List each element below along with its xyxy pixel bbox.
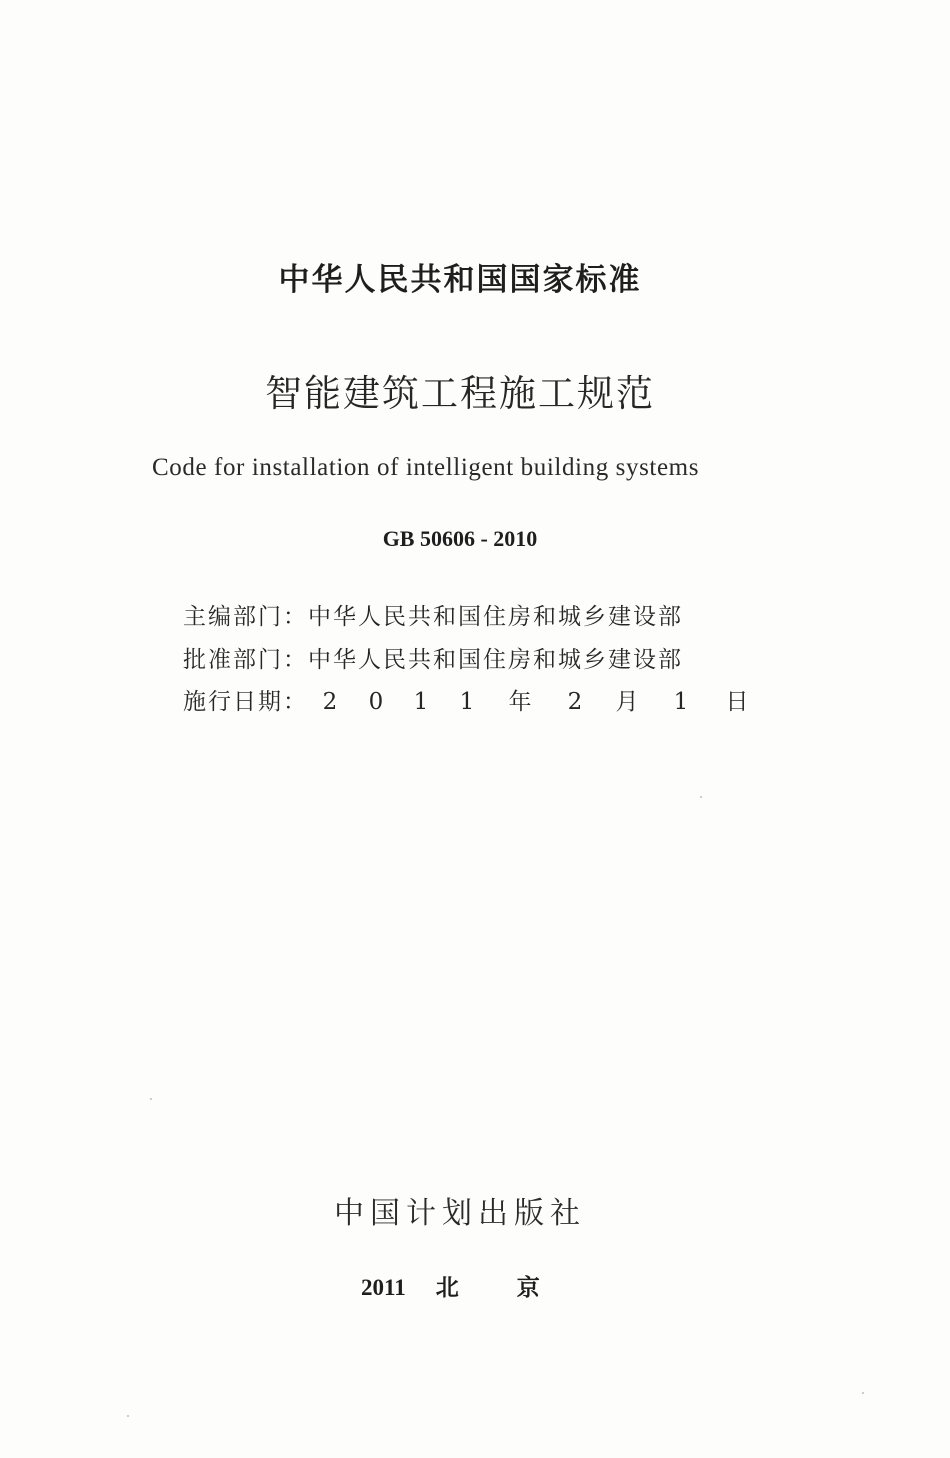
- scan-speck: [127, 1415, 129, 1417]
- english-title: Code for installation of intelligent building systems: [152, 454, 700, 481]
- approval-department-row: [183, 641, 683, 674]
- publication-year: 2011: [361, 1275, 406, 1300]
- publication-city-char: 京: [516, 1275, 540, 1301]
- date-year-digit: 1: [413, 689, 431, 715]
- date-day-char: 日: [725, 689, 751, 715]
- date-month-char: 月: [615, 689, 641, 715]
- scan-speck: [700, 796, 702, 798]
- chinese-title: 智能建筑工程施工规范: [265, 372, 655, 415]
- standard-code: GB 50606 - 2010: [382, 526, 538, 551]
- date-year-digit: 2: [322, 689, 340, 715]
- editor-department-value: 中华人民共和国住房和城乡建设部: [308, 604, 683, 630]
- editor-department-row: [183, 598, 683, 631]
- date-year-char: 年: [508, 689, 534, 715]
- scan-speck: [862, 1392, 864, 1394]
- effective-date-row: [183, 683, 766, 716]
- publication-year-place: [361, 1269, 540, 1302]
- editor-department-label: 主编部门：: [183, 604, 308, 630]
- publication-city-char: 北: [435, 1275, 459, 1301]
- date-year-digit: 0: [368, 689, 386, 715]
- effective-date-label: 施行日期：: [183, 689, 308, 715]
- scan-speck: [150, 1098, 152, 1100]
- standard-type-heading: 中华人民共和国国家标准: [278, 262, 642, 298]
- effective-date-value: [308, 683, 766, 716]
- date-year-digit: 1: [459, 689, 477, 715]
- date-day-digit: 1: [673, 689, 691, 715]
- approval-department-value: 中华人民共和国住房和城乡建设部: [308, 647, 683, 673]
- date-month-digit: 2: [567, 689, 585, 715]
- publisher-name: 中国计划出版社: [334, 1196, 586, 1231]
- approval-department-label: 批准部门：: [183, 647, 308, 673]
